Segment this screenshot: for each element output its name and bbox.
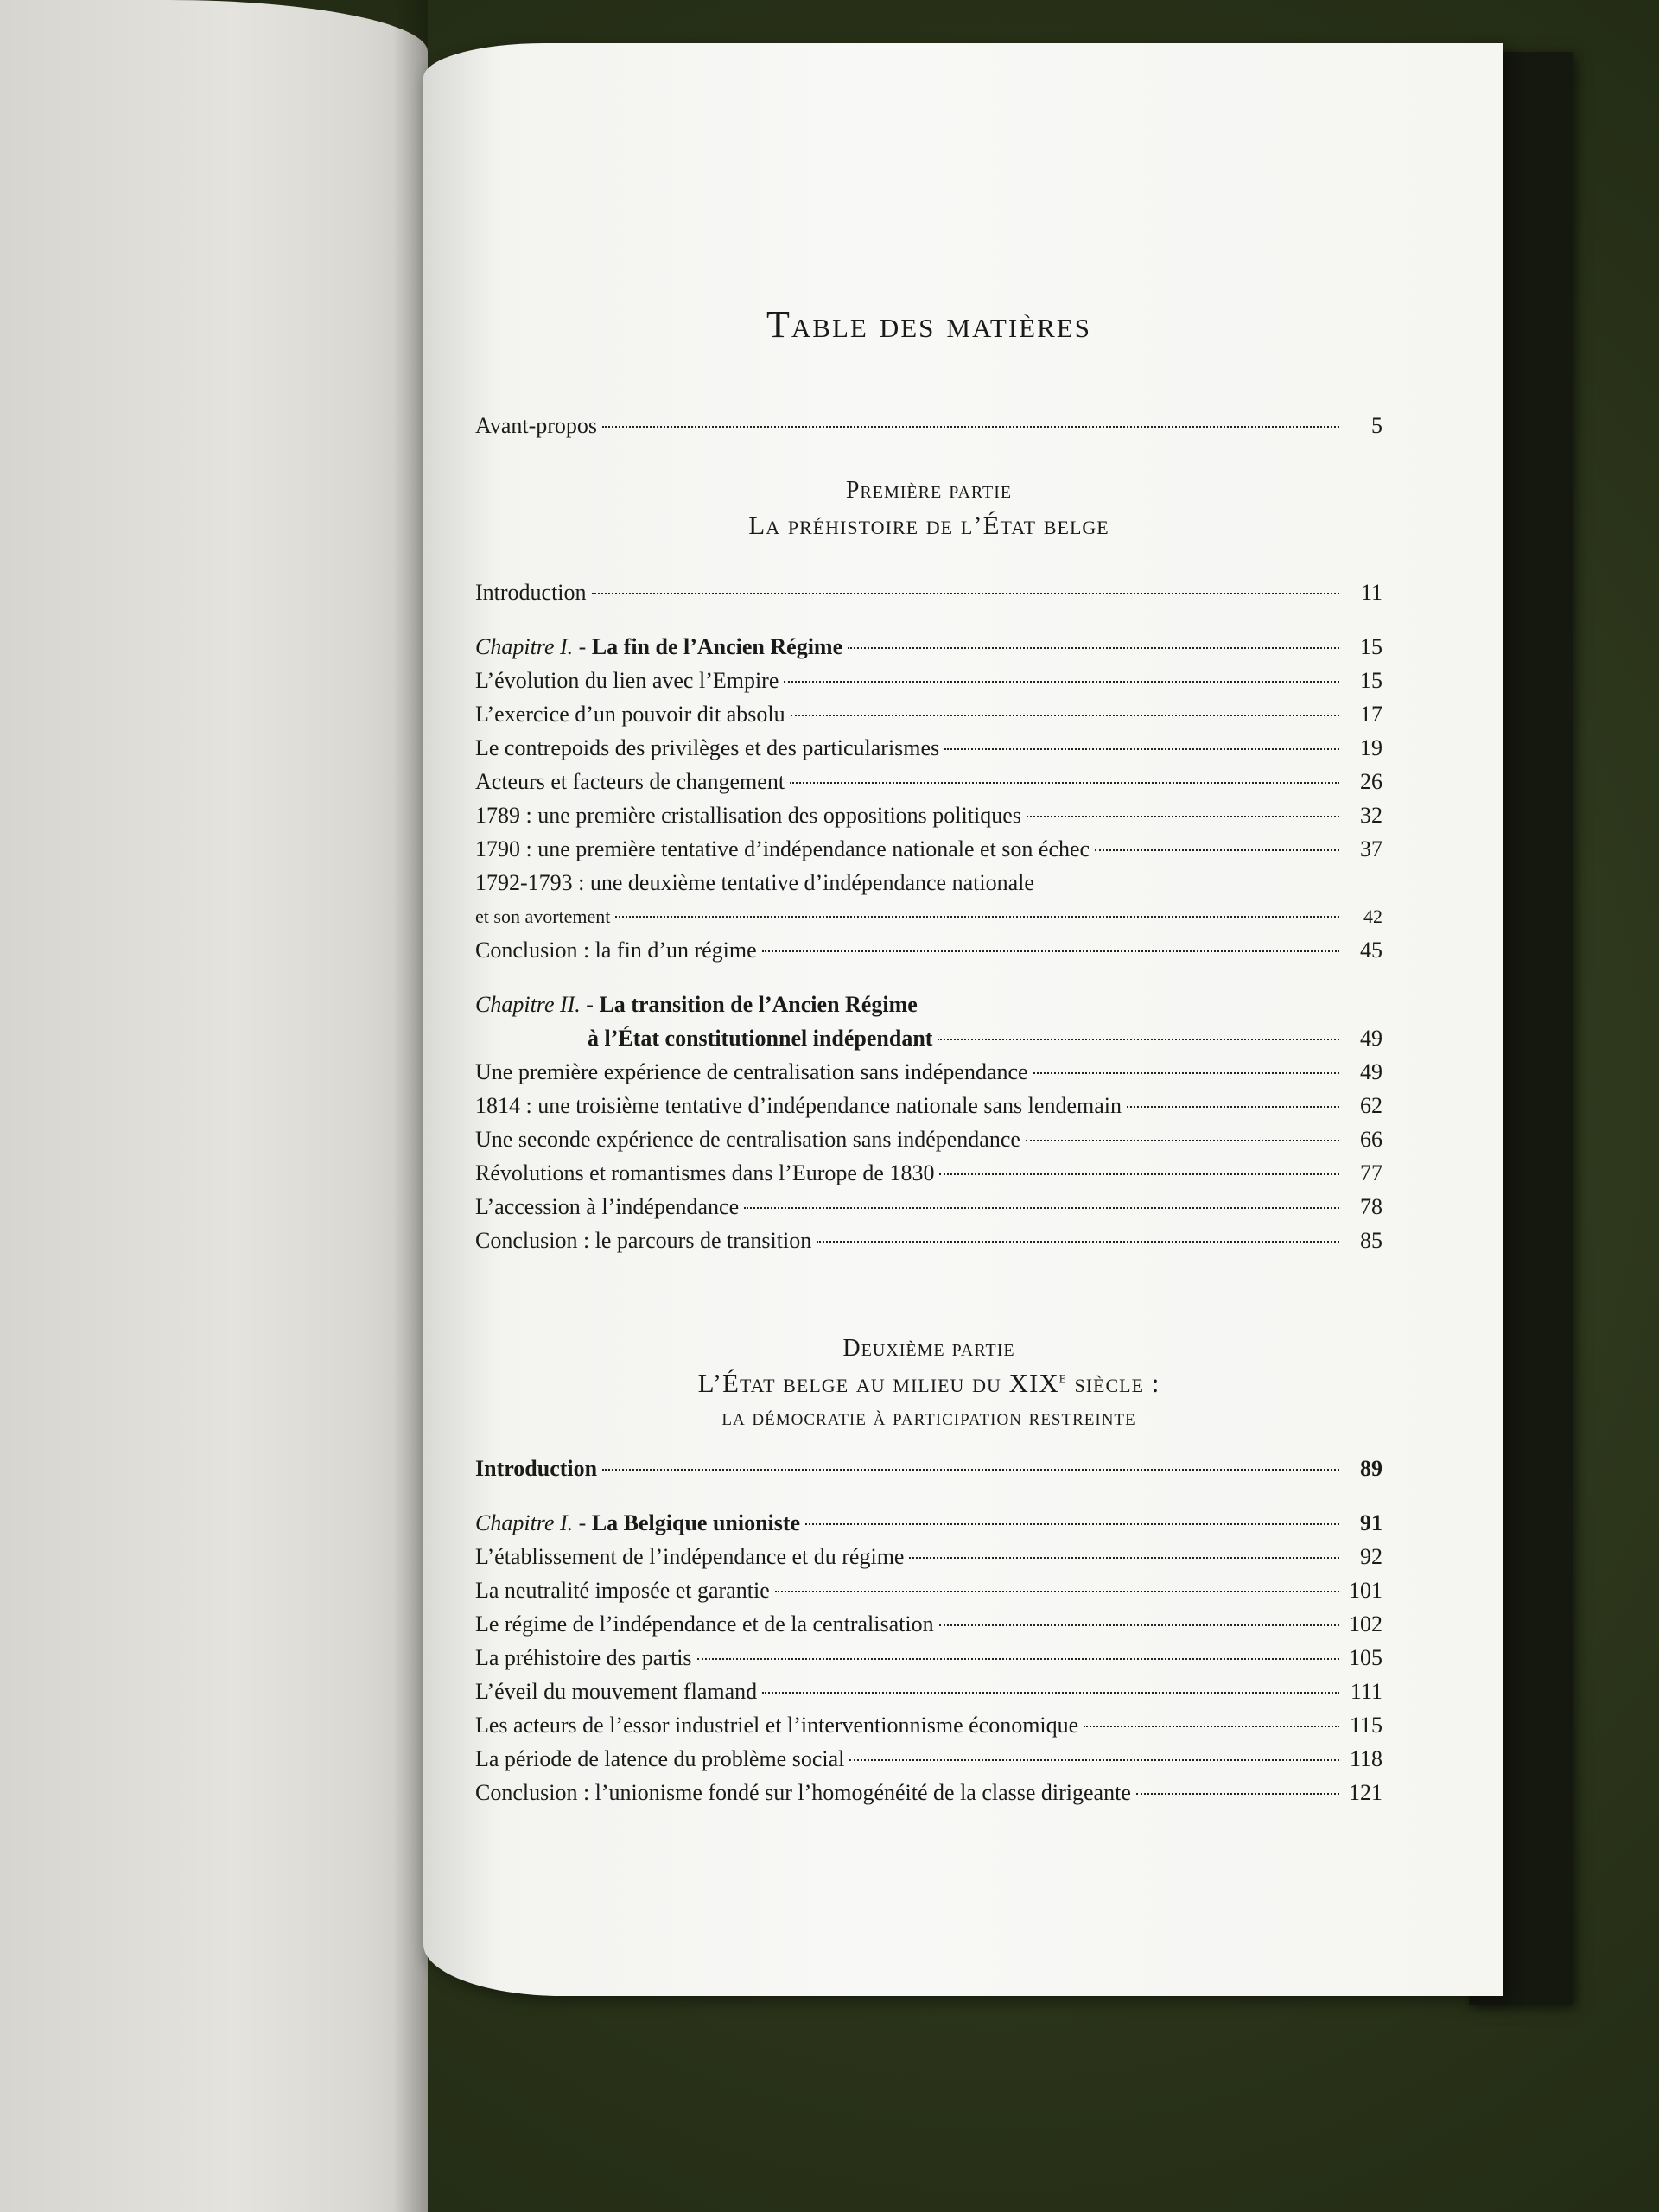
entry-page: 89 [1360,1456,1382,1481]
dot-leader [602,426,1339,428]
entry-page: 62 [1360,1093,1382,1118]
toc-entry [475,731,1382,765]
entry-page: 49 [1360,1026,1382,1051]
entry-page: 66 [1360,1127,1382,1152]
dot-leader [762,1692,1339,1694]
part2-title: L’État belge au milieu du XIXe siècle : [697,1368,1160,1398]
dot-leader [938,1039,1339,1040]
toc-entry [475,1742,1382,1776]
entry-label: La préhistoire des partis [475,1645,692,1670]
dot-leader [939,1624,1339,1626]
entry-page: 102 [1349,1611,1382,1637]
dot-leader [762,950,1339,952]
entry-page: 91 [1360,1510,1382,1535]
toc-entry [475,664,1382,697]
dot-leader [592,593,1339,594]
chapter-prefix: Chapitre I. - [475,634,592,659]
dot-leader [697,1658,1339,1660]
entry-label: 1814 : une troisième tentative d’indépendance nationale sans lendemain [475,1093,1122,1118]
dot-leader [939,1173,1339,1175]
dot-leader [909,1557,1339,1559]
toc-entry-conclusion [475,933,1382,967]
entry-label: L’accession à l’indépendance [475,1194,740,1219]
toc-entry-multiline-end [475,899,1382,933]
entry-label: Conclusion : le parcours de transition [475,1228,812,1253]
toc-entry [475,1122,1382,1156]
entry-page: 5 [1371,413,1382,438]
chapter-title: à l’État constitutionnel indépendant [588,1026,933,1051]
entry-page: 49 [1360,1059,1382,1084]
toc-chapter-heading-end [475,1021,1382,1055]
entry-label: Acteurs et facteurs de changement [475,769,785,794]
chapter-title: La transition de l’Ancien Régime [599,992,918,1017]
entry-label: Conclusion : l’unionisme fondé sur l’homogénéité de la classe dirigeante [475,1780,1131,1805]
toc-entry [475,1055,1382,1089]
entry-page: 92 [1360,1544,1382,1569]
left-page [0,0,428,2212]
entry-label: Une première expérience de centralisation sans indépendance [475,1059,1028,1084]
entry-label: Une seconde expérience de centralisation sans indépendance [475,1127,1020,1152]
toc-entry [475,1540,1382,1573]
entry-page: 115 [1349,1713,1382,1738]
toc-entry [475,1776,1382,1809]
chapter-entries [475,664,1382,866]
dot-leader [849,1759,1339,1761]
dot-leader [1026,1140,1339,1141]
entry-label: Le régime de l’indépendance et de la centralisation [475,1611,934,1637]
chapter-title: La fin de l’Ancien Régime [591,634,843,659]
entry-label: Le contrepoids des privilèges et des particularismes [475,735,940,760]
entry-page: 45 [1360,938,1382,963]
entry-page: 42 [1363,906,1382,927]
entry-page: 121 [1349,1780,1382,1805]
toc-entry [475,1089,1382,1122]
entry-label: Conclusion : la fin d’un régime [475,938,757,963]
toc-entry [475,1708,1382,1742]
toc-entry [475,1641,1382,1675]
dot-leader [944,748,1339,750]
toc-entry-multiline: 1792-1793 : une deuxième tentative d’indépendance nationale [475,870,1034,895]
entry-page: 77 [1360,1160,1382,1185]
toc-entry-avant-propos [475,409,1382,442]
part2-label: Deuxième partie [842,1335,1015,1362]
page-title: Table des matières [766,303,1091,346]
toc-entry [475,1675,1382,1708]
entry-label: Introduction [475,1456,598,1481]
entry-page: 32 [1360,803,1382,828]
entry-label: et son avortement [475,906,611,927]
part1-title: La préhistoire de l’État belge [748,510,1109,540]
entry-label: La neutralité imposée et garantie [475,1578,770,1603]
entry-page: 111 [1350,1679,1382,1704]
toc-entry [475,1573,1382,1607]
dot-leader [615,916,1339,918]
entry-page: 26 [1360,769,1382,794]
chapter-prefix: Chapitre II. - [475,992,600,1017]
dot-leader [1084,1726,1339,1727]
entry-page: 11 [1360,580,1382,605]
entry-page: 19 [1360,735,1382,760]
dot-leader [1027,816,1339,817]
part1-label: Première partie [845,477,1013,504]
toc-entry [475,1224,1382,1257]
toc-chapter-heading [475,988,1382,1021]
chapter-entries [475,1540,1382,1809]
entry-label: L’établissement de l’indépendance et du régime [475,1544,905,1569]
entry-page: 17 [1360,702,1382,727]
entry-label: L’exercice d’un pouvoir dit absolu [475,702,785,727]
entry-label: Les acteurs de l’essor industriel et l’interventionnisme économique [475,1713,1079,1738]
toc-chapter-heading [475,630,1382,664]
toc-entry [475,1190,1382,1224]
entry-page: 105 [1349,1645,1382,1670]
dot-leader [775,1591,1339,1592]
part2-subtitle: la démocratie à participation restreinte [721,1404,1136,1430]
dot-leader [790,782,1339,784]
dot-leader [817,1241,1339,1243]
entry-label: Introduction [475,580,587,605]
dot-leader [1033,1072,1339,1074]
dot-leader [602,1469,1339,1471]
dot-leader [805,1523,1339,1525]
entry-page: 37 [1360,836,1382,861]
chapter-prefix: Chapitre I. - [475,1510,592,1535]
entry-label: L’évolution du lien avec l’Empire [475,668,779,693]
toc-entry-introduction [475,1452,1382,1485]
chapter-entries [475,1055,1382,1257]
entry-label: La période de latence du problème social [475,1746,845,1771]
toc-entry [475,1156,1382,1190]
entry-label: Avant-propos [475,413,598,438]
toc-entry [475,832,1382,866]
dot-leader [744,1207,1339,1209]
right-page [423,43,1503,1996]
entry-page: 15 [1360,634,1382,659]
entry-label: 1789 : une première cristallisation des oppositions politiques [475,803,1021,828]
entry-label: Révolutions et romantismes dans l’Europe de 1830 [475,1160,935,1185]
dot-leader [1136,1793,1339,1795]
dot-leader [1095,849,1339,851]
entry-page: 101 [1349,1578,1382,1603]
dot-leader [791,715,1339,716]
dot-leader [848,647,1339,649]
dot-leader [784,681,1339,683]
toc-entry [475,765,1382,798]
dot-leader [1127,1106,1339,1108]
entry-label: 1790 : une première tentative d’indépendance nationale et son échec [475,836,1090,861]
entry-page: 85 [1360,1228,1382,1253]
toc-entry [475,798,1382,832]
toc-entry [475,1607,1382,1641]
toc-chapter-heading [475,1506,1382,1540]
entry-page: 15 [1360,668,1382,693]
toc-entry [475,697,1382,731]
toc-entry-introduction [475,575,1382,609]
table-of-contents [475,302,1382,1809]
entry-page: 118 [1349,1746,1382,1771]
entry-label: L’éveil du mouvement flamand [475,1679,758,1704]
chapter-title: La Belgique unioniste [591,1510,801,1535]
entry-page: 78 [1360,1194,1382,1219]
